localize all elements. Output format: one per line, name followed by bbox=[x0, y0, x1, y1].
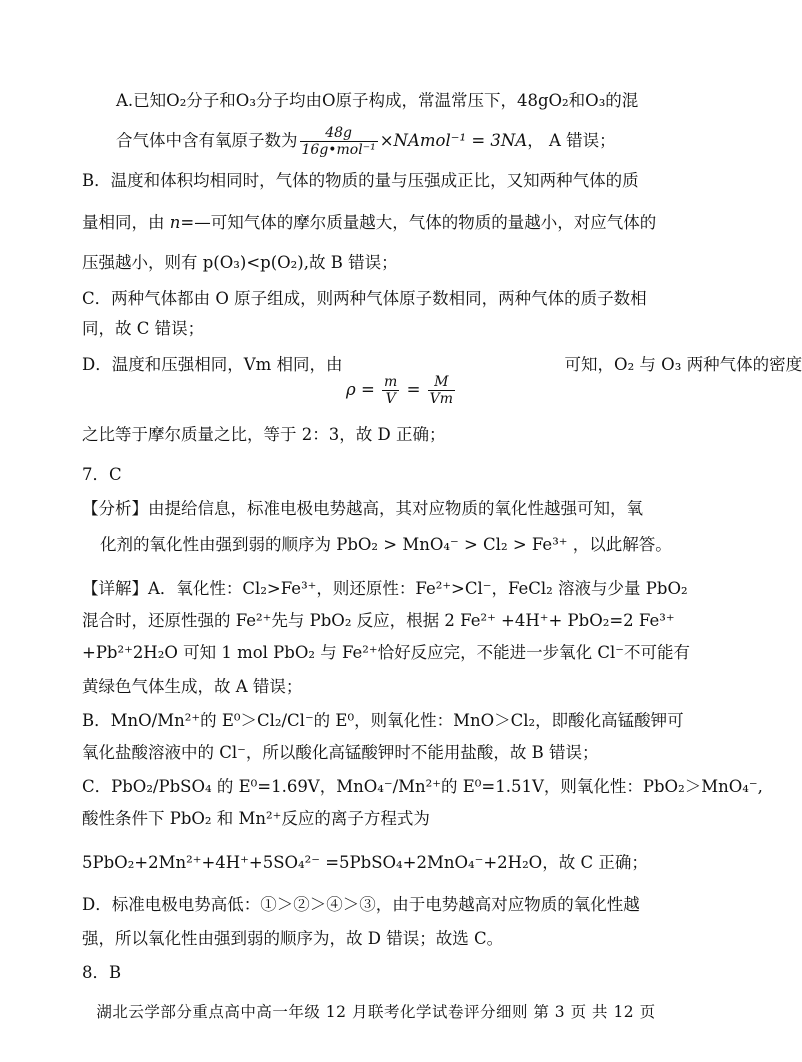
question-7-b-line-1: B．MnO/Mn²⁺的 E⁰＞Cl₂/Cl⁻的 E⁰，则氧化性：MnO＞Cl₂，即酸化高锰酸钾可 bbox=[82, 711, 684, 730]
question-7-d-line-2: 强，所以氧化性由强到弱的顺序为，故 D 错误；故选 C。 bbox=[82, 929, 504, 948]
density-equation bbox=[346, 368, 457, 412]
option-b-line-2 bbox=[82, 212, 656, 234]
option-c-line-1: C．两种气体都由 O 原子组成，则两种气体原子数相同，两种气体的质子数相 bbox=[82, 289, 647, 308]
equals-sign: = bbox=[406, 380, 421, 399]
fraction-numerator: 48g bbox=[300, 125, 378, 142]
question-7-detail-line-1: 【详解】A．氧化性：Cl₂>Fe³⁺，则还原性：Fe²⁺>Cl⁻，FeCl₂ 溶液与少量 PbO₂ bbox=[82, 579, 688, 598]
fraction-numerator: M bbox=[428, 374, 455, 391]
option-a-line-1: A.已知O₂分子和O₃分子均由O原子构成，常温常压下，48gO₂和O₃的混 bbox=[116, 91, 639, 110]
mass-over-volume-fraction bbox=[382, 374, 399, 407]
question-8-answer: 8．B bbox=[82, 963, 122, 982]
fraction-denominator: Vm bbox=[429, 391, 454, 407]
fraction-denominator: 16g•mol⁻¹ bbox=[301, 142, 376, 158]
option-c-line-2: 同，故 C 错误； bbox=[82, 319, 205, 338]
mass-over-molar-mass-fraction bbox=[300, 125, 378, 158]
fraction-numerator: m bbox=[384, 374, 398, 390]
option-d-text-cont: 可知，O₂ 与 O₃ 两种气体的密度 bbox=[564, 355, 802, 374]
molar-mass-over-molar-volume-fraction bbox=[428, 374, 455, 407]
page-footer: 湖北云学部分重点高中高一年级 12 月联考化学试卷评分细则 第 3 页 共 12 页 bbox=[96, 1003, 656, 1021]
question-7-detail-line-2: 混合时，还原性强的 Fe²⁺先与 PbO₂ 反应，根据 2 Fe²⁺ +4H⁺+ PbO₂=2 Fe³⁺ bbox=[82, 611, 675, 630]
question-7-analysis-line-2: 化剂的氧化性由强到弱的顺序为 PbO₂ > MnO₄⁻ > Cl₂ > Fe³⁺ ，以此解答。 bbox=[100, 535, 672, 554]
option-a-line-2 bbox=[116, 124, 616, 158]
question-7-detail-line-3: +Pb²⁺2H₂O 可知 1 mol PbO₂ 与 Fe²⁺恰好反应完，不能进一步氧化 Cl⁻不可能有 bbox=[82, 643, 690, 662]
mole-symbol: n bbox=[169, 213, 181, 232]
option-d-text: D．温度和压强相同，Vm 相同，由 bbox=[82, 355, 343, 374]
question-7-c-line-1: C．PbO₂/PbSO₄ 的 E⁰=1.69V，MnO₄⁻/Mn²⁺的 E⁰=1.51V，则氧化性：PbO₂＞MnO₄⁻, bbox=[82, 777, 763, 796]
option-b-text-cont: =—可知气体的摩尔质量越大，气体的物质的量越小，对应气体的 bbox=[180, 213, 657, 232]
fraction-denominator: V bbox=[385, 391, 396, 407]
question-7-b-line-2: 氧化盐酸溶液中的 Cl⁻，所以酸化高锰酸钾时不能用盐酸，故 B 错误； bbox=[82, 743, 599, 762]
question-7-c-line-3: 5PbO₂+2Mn²⁺+4H⁺+5SO₄²⁻ =5PbSO₄+2MnO₄⁻+2H₂O，故 C 正确； bbox=[82, 853, 648, 872]
option-b-line-3: 压强越小，则有 p(O₃)<p(O₂),故 B 错误； bbox=[82, 253, 398, 272]
option-b-line-1: B．温度和体积均相同时，气体的物质的量与压强成正比，又知两种气体的质 bbox=[82, 171, 639, 190]
option-b-text: 量相同，由 bbox=[82, 213, 170, 232]
question-7-answer: 7．C bbox=[82, 465, 122, 484]
question-7-c-line-2: 酸性条件下 PbO₂ 和 Mn²⁺反应的离子方程式为 bbox=[82, 809, 430, 828]
option-a-equation: ×NAmol⁻¹ = 3NA bbox=[379, 131, 528, 150]
option-a-conclusion: ， A 错误； bbox=[527, 131, 616, 150]
question-7-analysis-line-1: 【分析】由提给信息，标准电极电势越高，其对应物质的氧化性越强可知，氧 bbox=[82, 499, 643, 518]
option-a-text: 合气体中含有氧原子数为 bbox=[116, 131, 298, 150]
question-7-d-line-1: D．标准电极电势高低：①＞②＞④＞③，由于电势越高对应物质的氧化性越 bbox=[82, 895, 640, 914]
density-symbol: ρ = bbox=[346, 380, 375, 399]
question-7-detail-line-4: 黄绿色气体生成，故 A 错误； bbox=[82, 677, 303, 696]
option-d-line-2: 之比等于摩尔质量之比，等于 2：3，故 D 正确； bbox=[82, 425, 446, 444]
